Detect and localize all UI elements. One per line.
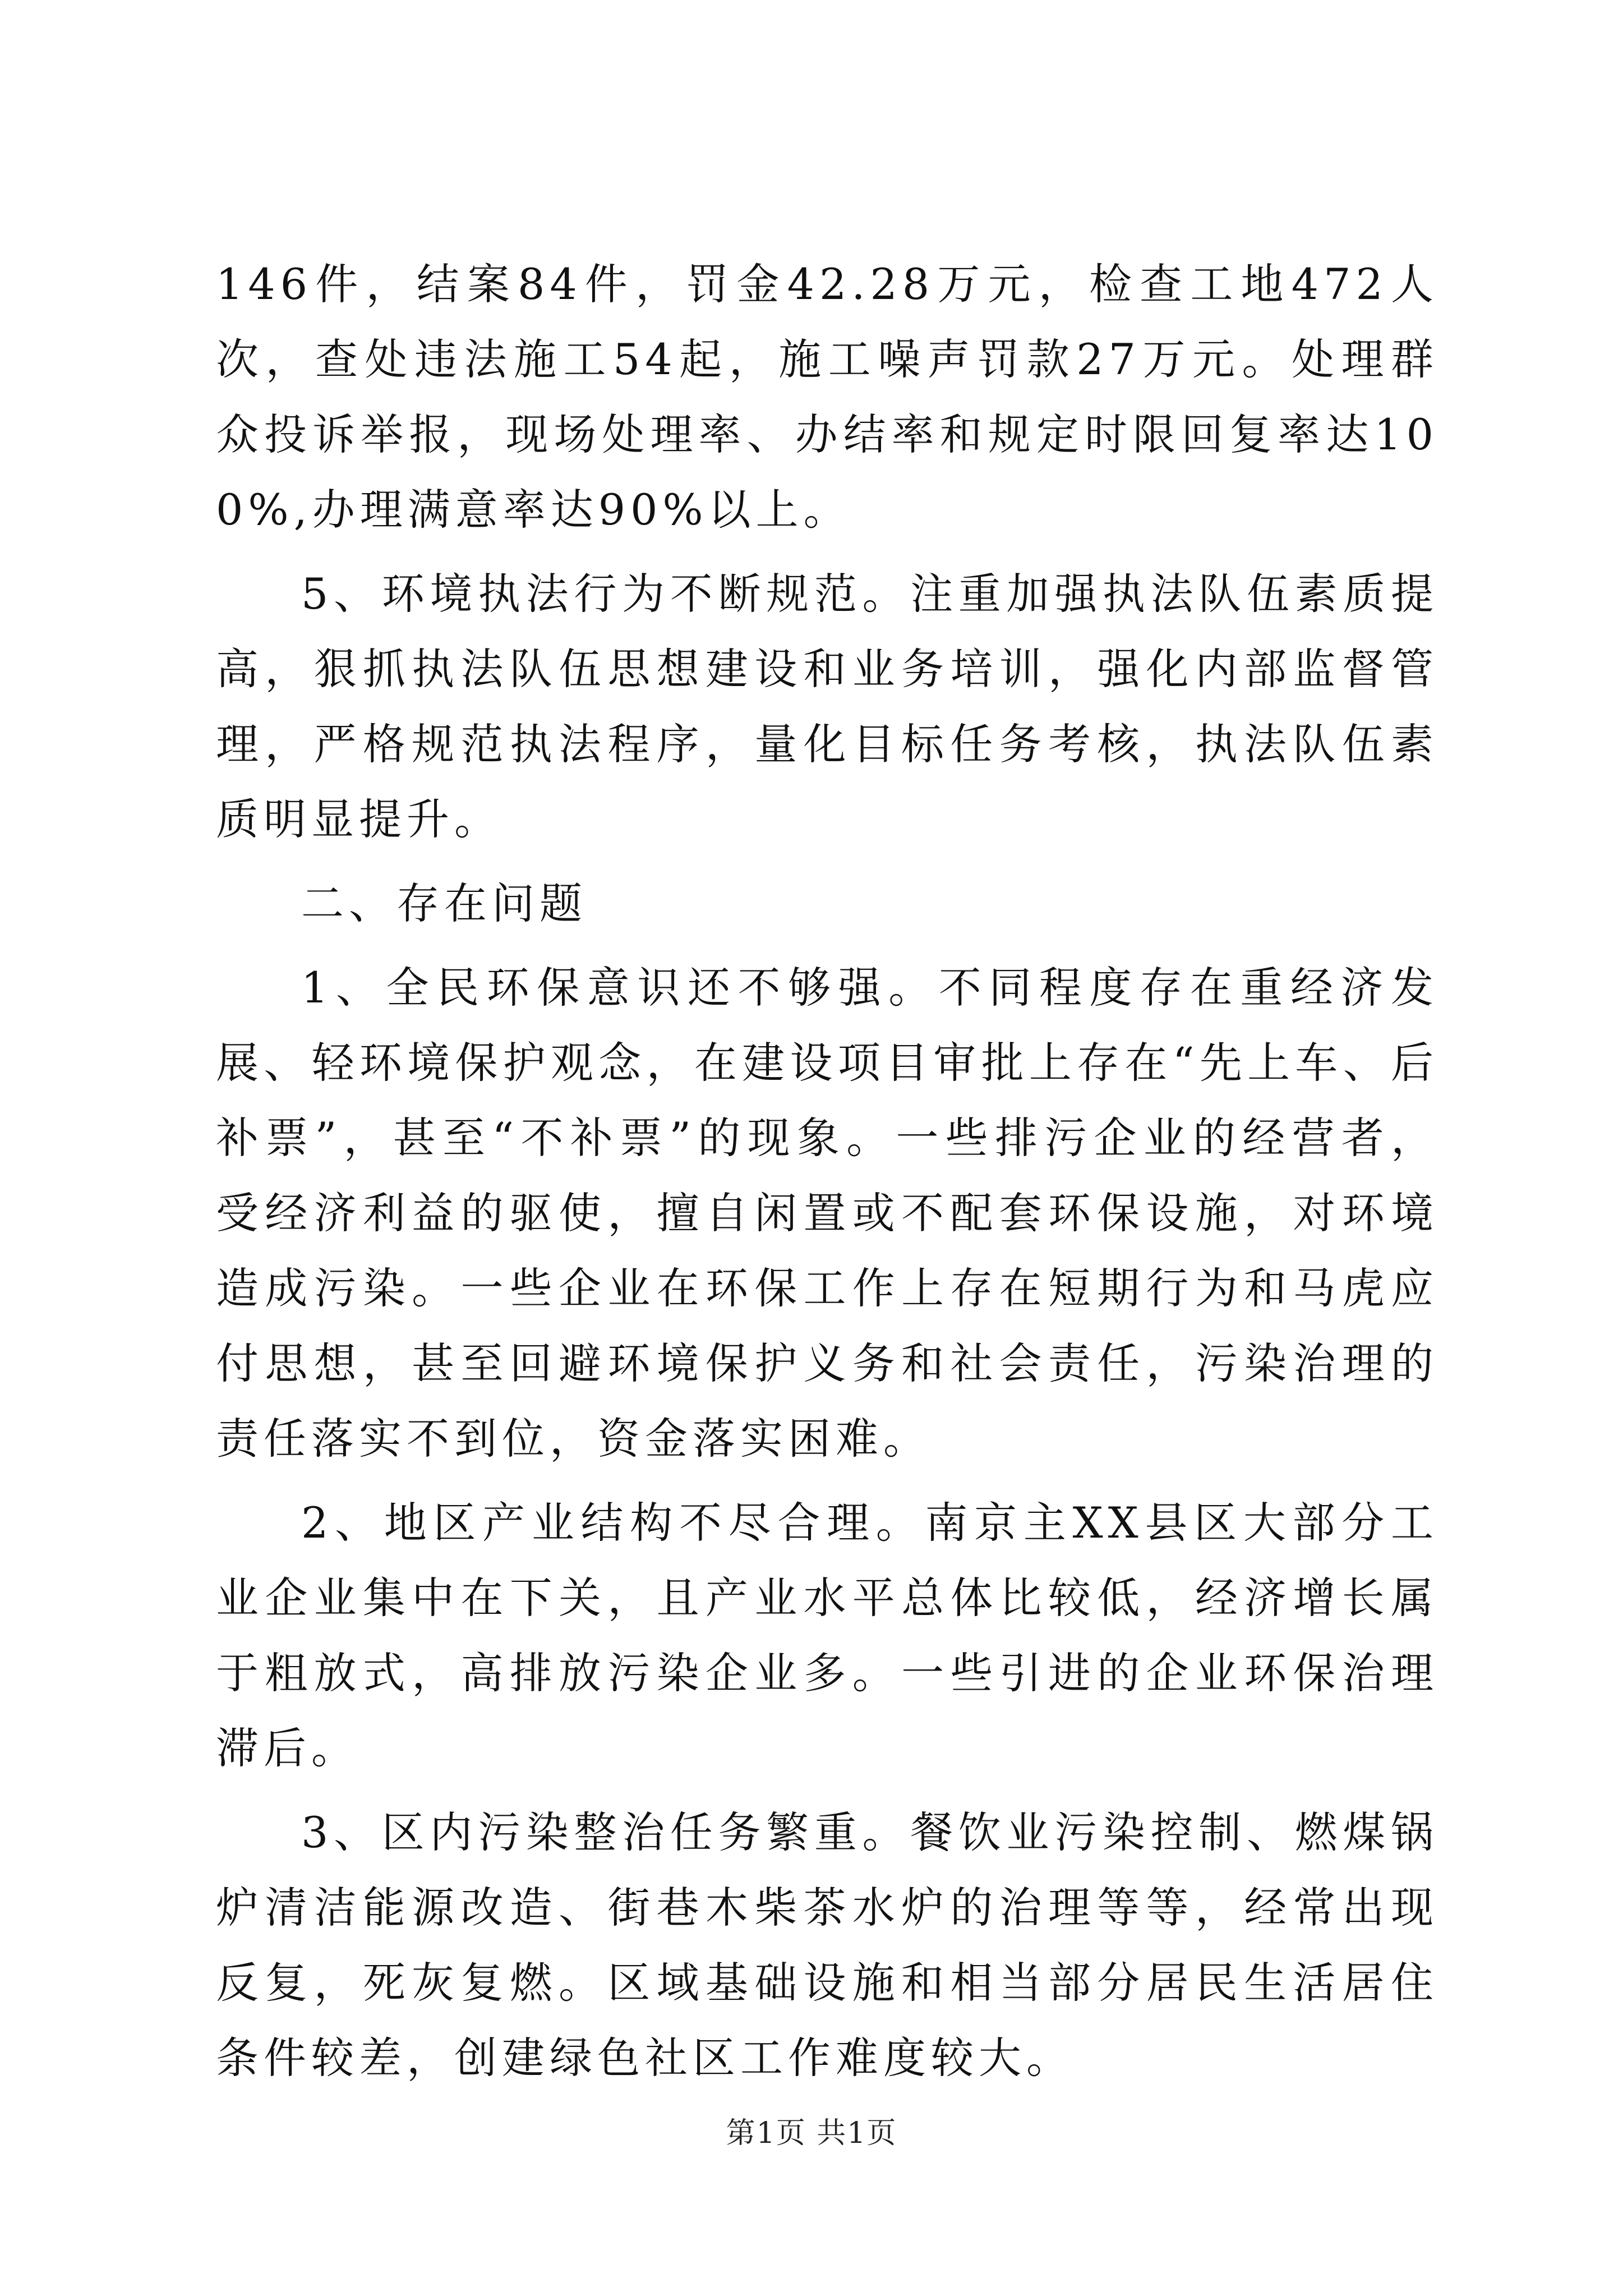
paragraph-item-5: 5、环境执法行为不断规范。注重加强执法队伍素质提高，狠抓执法队伍思想建设和业务培训，强化内部监督管理，严格规范执法程序，量化目标任务考核，执法队伍素质明显提升。 [216, 569, 1438, 844]
paragraph-problem-3: 3、区内污染整治任务繁重。餐饮业污染控制、燃煤锅炉清洁能源改造、街巷木柴茶水炉的治理等等，经常出现反复，死灰复燃。区域基础设施和相当部分居民生活居住条件较差，创建绿色社区工作难度较大。 [216, 1807, 1438, 2083]
paragraph-continuation: 146件，结案84件，罚金42.28万元，检查工地472人次，查处违法施工54起，施工噪声罚款27万元。处理群众投诉举报，现场处理率、办结率和规定时限回复率达100%,办理满意率达90%以上。 [216, 259, 1438, 535]
section-heading-problems: 二、存在问题 [301, 878, 587, 928]
paragraph-problem-1: 1、全民环保意识还不够强。不同程度存在重经济发展、轻环境保护观念，在建设项目审批上存在“先上车、后补票”，甚至“不补票”的现象。一些排污企业的经营者，受经济利益的驱使，擅自闲置或不配套环保设施，对环境造成污染。一些企业在环保工作上存在短期行为和马虎应付思想，甚至回避环境保护义务和社会责任，污染治理的责任落实不到位，资金落实困难。 [216, 963, 1438, 1464]
document-body [216, 247, 1438, 2105]
paragraph-problem-2: 2、地区产业结构不尽合理。南京主XX县区大部分工业企业集中在下关，且产业水平总体比较低，经济增长属于粗放式，高排放污染企业多。一些引进的企业环保治理滞后。 [216, 1498, 1438, 1773]
page-footer: 第1页 共1页 [726, 2116, 897, 2150]
